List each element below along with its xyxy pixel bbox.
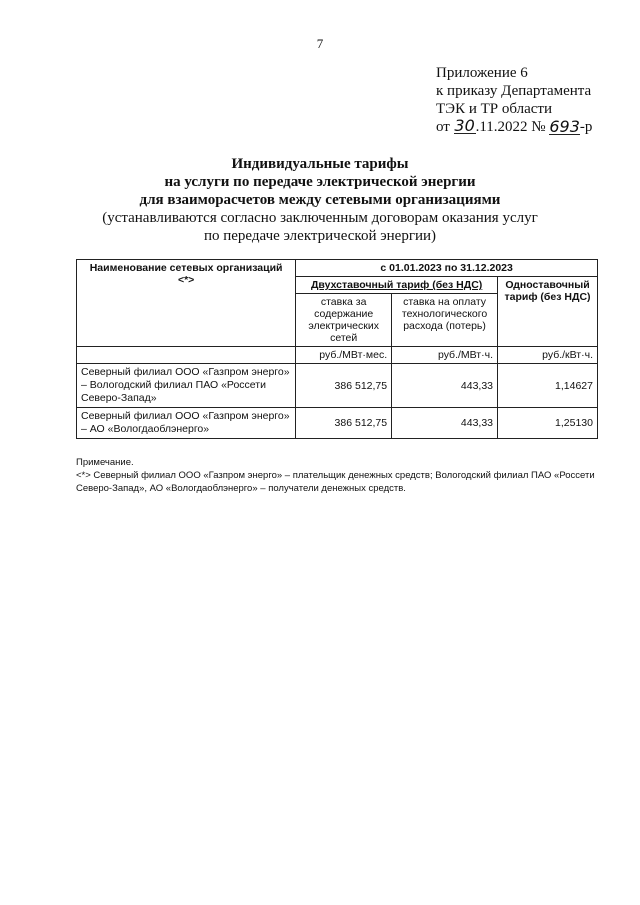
row-losses: 443,33 <box>392 408 498 439</box>
table-row <box>77 364 598 408</box>
title-line-4: (устанавливаются согласно заключенным договорам оказания услуг <box>102 210 538 226</box>
unit-losses: руб./МВт·ч. <box>392 347 498 364</box>
order-suffix: -р <box>579 119 593 135</box>
header-two-part: Двухставочный тариф (без НДС) <box>296 277 498 294</box>
footnote-text: <*> Северный филиал ООО «Газпром энерго» – плательщик денежных средств; Вологодский филиал ПАО «Россети Северо-Запад», АО «Вологдаоблэнерго» – получатели денежных средств. <box>76 470 595 494</box>
date-day-handwritten: 30 <box>454 116 475 135</box>
row-single: 1,14627 <box>498 364 598 408</box>
row-org: Северный филиал ООО «Газпром энерго» – АО «Вологдаоблэнерго» <box>77 408 296 439</box>
appendix-line-1: Приложение 6 <box>436 65 528 81</box>
tariff-table <box>76 259 598 439</box>
title-line-1: Индивидуальные тарифы <box>231 156 409 172</box>
title-line-2: на услуги по передаче электрической энергии <box>164 174 476 190</box>
row-losses: 443,33 <box>392 364 498 408</box>
title-line-5: по передаче электрической энергии) <box>203 228 437 244</box>
footnote-heading: Примечание. <box>76 457 134 468</box>
table-header-row-1 <box>77 260 598 277</box>
units-empty <box>77 347 296 364</box>
page-number: 7 <box>316 36 324 51</box>
unit-maintenance: руб./МВт·мес. <box>296 347 392 364</box>
appendix-date-line <box>436 118 592 136</box>
row-single: 1,25130 <box>498 408 598 439</box>
table-units-row <box>77 347 598 364</box>
appendix-header <box>436 64 592 136</box>
header-rate-losses: ставка на оплату технологического расхода (потерь) <box>392 294 498 347</box>
row-maintenance: 386 512,75 <box>296 408 392 439</box>
footnote <box>76 456 598 495</box>
header-single-part: Одноставочный тариф (без НДС) <box>498 277 598 347</box>
date-rest: .11.2022 № <box>475 119 546 135</box>
header-org: Наименование сетевых организаций <*> <box>77 260 296 347</box>
order-number-handwritten: 693 <box>549 117 580 137</box>
appendix-line-3: ТЭК и ТР области <box>436 101 552 117</box>
row-org: Северный филиал ООО «Газпром энерго» – Вологодский филиал ПАО «Россети Северо-Запад» <box>77 364 296 408</box>
appendix-line-2: к приказу Департамента <box>436 83 592 99</box>
date-prefix: от <box>436 119 450 135</box>
table-row <box>77 408 598 439</box>
row-maintenance: 386 512,75 <box>296 364 392 408</box>
header-period: с 01.01.2023 по 31.12.2023 <box>296 260 598 277</box>
document-title <box>60 155 580 245</box>
title-line-3: для взаиморасчетов между сетевыми организациями <box>139 192 501 208</box>
header-rate-maintenance: ставка за содержание электрических сетей <box>296 294 392 347</box>
unit-single: руб./кВт·ч. <box>498 347 598 364</box>
